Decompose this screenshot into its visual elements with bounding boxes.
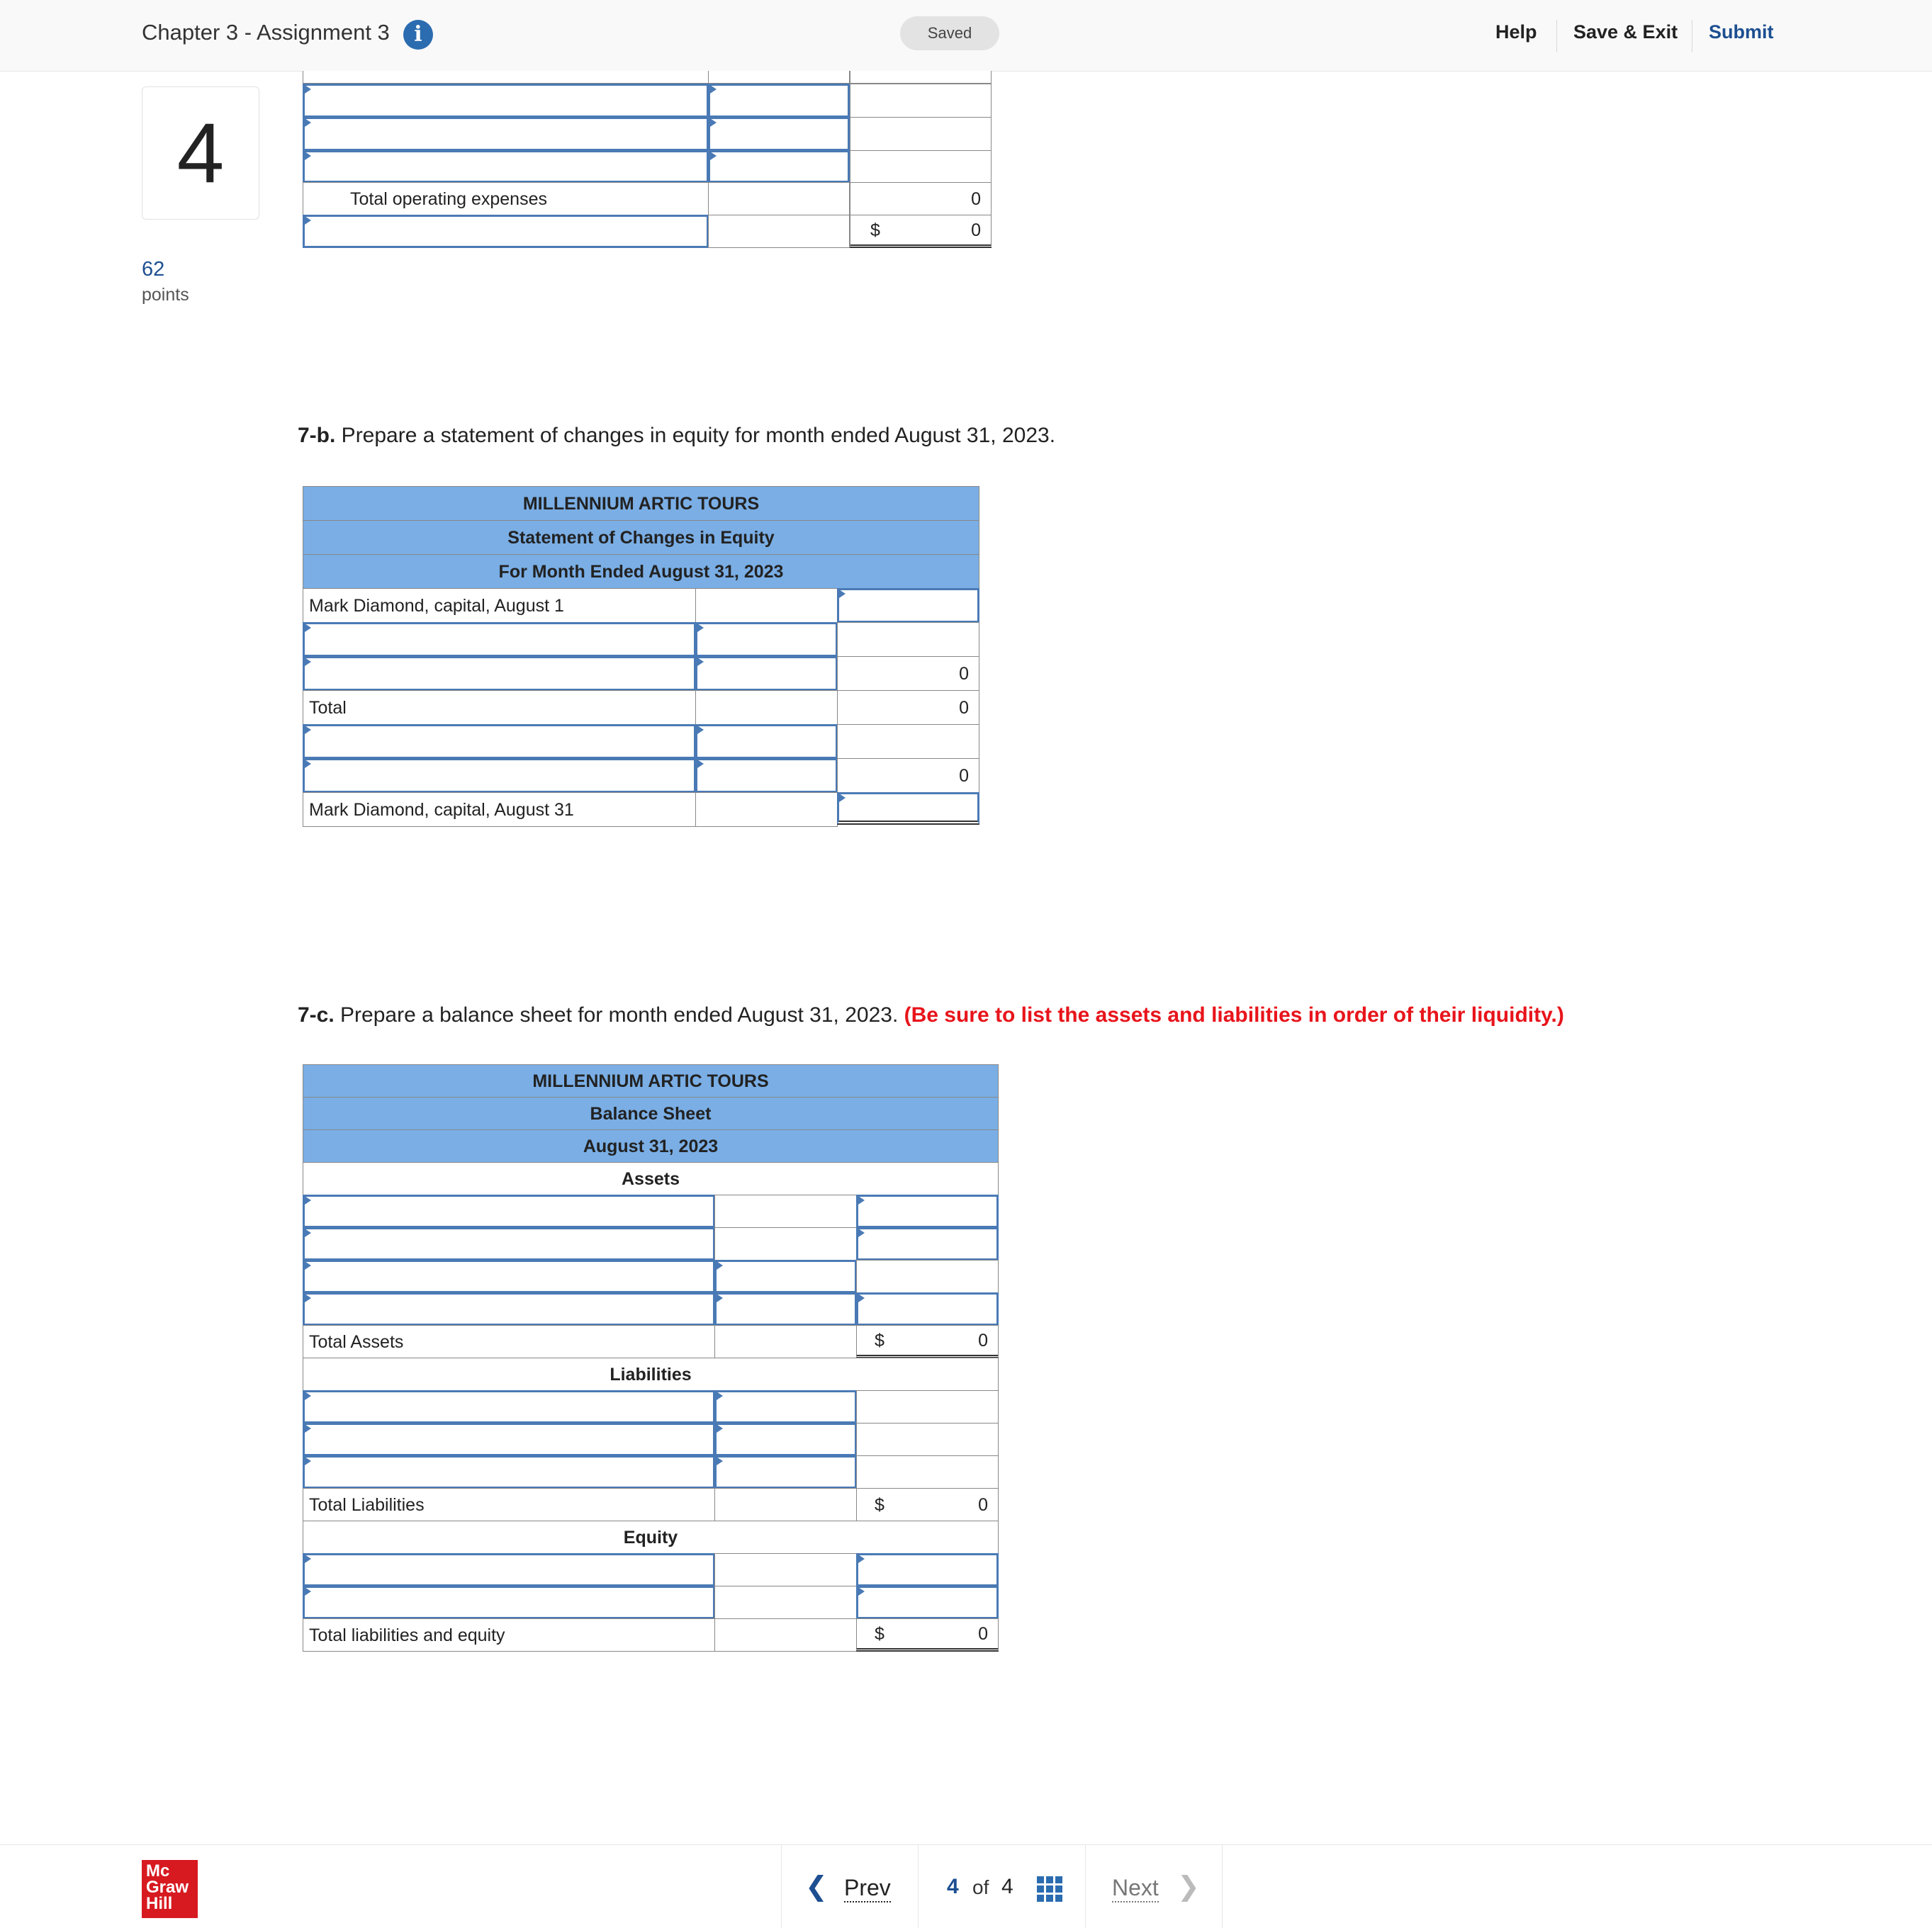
dropdown-flag-icon (856, 1195, 865, 1206)
dropdown-flag-icon (714, 1292, 723, 1304)
asset-name-input[interactable] (303, 1292, 715, 1326)
question-7b-prompt (298, 424, 1055, 448)
divider (1556, 20, 1557, 52)
capital-start-input-wrap (837, 588, 979, 623)
equity-item-name-input[interactable] (303, 622, 696, 657)
dropdown-flag-icon (695, 758, 704, 769)
total-liabilities-value (856, 1488, 999, 1521)
dropdown-flag-icon (714, 1390, 723, 1402)
asset-input-wrap (303, 1195, 715, 1228)
empty-cell (714, 1488, 857, 1521)
next-button[interactable] (1085, 1845, 1223, 1928)
empty-cell (850, 84, 992, 118)
equity-name-input[interactable] (303, 1586, 715, 1619)
mcgraw-hill-logo (142, 1860, 198, 1918)
empty-cell (837, 724, 979, 759)
equity-item-amount-input[interactable] (695, 656, 838, 691)
dropdown-flag-icon (708, 84, 717, 95)
question-7c-text: Prepare a balance sheet for month ended August 31, 2023. (334, 1003, 904, 1027)
question-number-card: 4 (142, 86, 259, 220)
liability-amount-input[interactable] (714, 1423, 857, 1456)
statement-title-header: Statement of Changes in Equity (303, 520, 979, 555)
page-of: of (972, 1876, 989, 1898)
expense-name-input-wrap (303, 117, 709, 151)
liability-input-wrap (303, 1455, 715, 1489)
equity-item-name-input[interactable] (303, 724, 696, 759)
chevron-right-icon: ❯ (1177, 1872, 1200, 1902)
company-name-header: MILLENNIUM ARTIC TOURS (303, 1064, 999, 1098)
page-current: 4 (947, 1875, 959, 1898)
dropdown-flag-icon (695, 622, 704, 633)
total-liabilities-label: Total Liabilities (303, 1488, 715, 1521)
dollar-sign: $ (875, 1331, 884, 1351)
expense-amount-input[interactable] (708, 84, 850, 118)
empty-cell (714, 1325, 857, 1358)
dropdown-flag-icon (303, 622, 311, 633)
equity-item-input-wrap (303, 724, 696, 759)
equity-item-name-input[interactable] (303, 758, 696, 793)
equity-item-input-wrap (303, 758, 696, 793)
dropdown-flag-icon (303, 1260, 311, 1271)
dropdown-flag-icon (303, 150, 311, 162)
equity-item-amount-input[interactable] (695, 724, 838, 759)
net-result-input-wrap (303, 215, 709, 248)
points-value: 62 (142, 258, 165, 281)
capital-start-label: Mark Diamond, capital, August 1 (303, 588, 696, 623)
dropdown-flag-icon (303, 758, 311, 769)
question-7c-label: 7-c. (298, 1003, 335, 1027)
total-assets-amount: 0 (978, 1331, 988, 1351)
equity-item-name-input[interactable] (303, 656, 696, 691)
empty-cell (695, 588, 838, 623)
question-7c-prompt (298, 1003, 1564, 1027)
save-exit-button[interactable]: Save & Exit (1573, 21, 1678, 43)
page-total: 4 (1001, 1875, 1013, 1898)
liability-amount-wrap (714, 1423, 857, 1456)
asset-amount-input[interactable] (856, 1195, 999, 1228)
empty-cell (856, 1390, 999, 1424)
next-label: Next (1112, 1875, 1159, 1902)
net-result-amount: 0 (971, 220, 981, 240)
expense-amount-input-wrap (708, 150, 850, 183)
liability-amount-wrap (714, 1455, 857, 1489)
dropdown-flag-icon (695, 656, 704, 667)
empty-cell (850, 150, 992, 183)
total-label: Total (303, 690, 696, 725)
equity-amount-input-wrap (695, 724, 838, 759)
empty-cell (856, 1455, 999, 1489)
help-button[interactable]: Help (1495, 21, 1537, 43)
dropdown-flag-icon (856, 1292, 865, 1304)
liability-amount-input[interactable] (714, 1455, 857, 1489)
date-header: August 31, 2023 (303, 1129, 999, 1163)
liability-amount-wrap (714, 1390, 857, 1424)
equity-amount-input-wrap (695, 656, 838, 691)
expense-name-input[interactable] (303, 117, 709, 151)
asset-mid-amount-wrap (714, 1292, 857, 1326)
expense-name-input-wrap (303, 150, 709, 183)
dropdown-flag-icon (303, 656, 311, 667)
points-label: points (142, 285, 189, 305)
expense-name-input-wrap (303, 84, 709, 118)
asset-name-input[interactable] (303, 1227, 715, 1261)
empty-cell (708, 215, 850, 248)
expense-name-input[interactable] (303, 84, 709, 118)
assets-section-header: Assets (303, 1162, 999, 1195)
equity-input-wrap (303, 1553, 715, 1586)
empty-cell (714, 1195, 857, 1228)
dropdown-flag-icon (856, 1553, 865, 1565)
dropdown-flag-icon (714, 1260, 723, 1271)
capital-end-label: Mark Diamond, capital, August 31 (303, 792, 696, 827)
liability-input-wrap (303, 1423, 715, 1456)
total-liabilities-equity-label: Total liabilities and equity (303, 1618, 715, 1652)
total-operating-expenses-label: Total operating expenses (303, 182, 709, 215)
capital-end-input[interactable] (837, 792, 979, 825)
dropdown-flag-icon (303, 215, 311, 226)
net-result-value (850, 215, 992, 248)
dollar-sign: $ (875, 1495, 884, 1515)
equity-name-input[interactable] (303, 1553, 715, 1586)
empty-cell (695, 792, 838, 827)
asset-input-wrap (303, 1260, 715, 1293)
withdrawals-subtotal-value: 0 (837, 758, 979, 793)
capital-end-input-wrap (837, 792, 979, 825)
dropdown-flag-icon (303, 1390, 311, 1402)
total-liabilities-equity-amount: 0 (978, 1624, 988, 1644)
liability-name-input[interactable] (303, 1455, 715, 1489)
table-row (303, 71, 709, 84)
dropdown-flag-icon (303, 1195, 311, 1206)
asset-amount-wrap (856, 1292, 999, 1326)
liabilities-section-header: Liabilities (303, 1358, 999, 1391)
asset-amount-wrap (856, 1227, 999, 1261)
equity-item-amount-input[interactable] (695, 758, 838, 793)
chevron-left-icon: ❮ (805, 1872, 828, 1902)
asset-amount-input[interactable] (856, 1292, 999, 1326)
dropdown-flag-icon (714, 1455, 723, 1467)
table-row (708, 71, 850, 84)
empty-cell (856, 1423, 999, 1456)
expense-amount-input-wrap (708, 84, 850, 118)
equity-amount-input[interactable] (856, 1586, 999, 1619)
equity-item-input-wrap (303, 622, 696, 657)
liability-name-input[interactable] (303, 1423, 715, 1456)
total-operating-expenses-value: 0 (850, 182, 992, 215)
statement-title-header: Balance Sheet (303, 1097, 999, 1130)
equity-input-wrap (303, 1586, 715, 1619)
dropdown-flag-icon (303, 1292, 311, 1304)
dropdown-flag-icon (714, 1423, 723, 1434)
empty-cell (714, 1586, 857, 1619)
subtotal-value: 0 (837, 656, 979, 691)
expense-amount-input[interactable] (708, 117, 850, 151)
assignment-title: Chapter 3 - Assignment 3 (142, 20, 390, 45)
equity-item-amount-input[interactable] (695, 622, 838, 657)
liability-input-wrap (303, 1390, 715, 1424)
empty-cell (837, 622, 979, 657)
dropdown-flag-icon (837, 792, 846, 804)
expense-amount-input-wrap (708, 117, 850, 151)
empty-cell (714, 1618, 857, 1652)
prev-label: Prev (844, 1875, 891, 1902)
total-assets-value (856, 1325, 999, 1358)
company-name-header: MILLENNIUM ARTIC TOURS (303, 486, 979, 521)
grid-menu-icon[interactable] (1037, 1876, 1062, 1902)
empty-cell (708, 182, 850, 215)
dropdown-flag-icon (303, 1227, 311, 1239)
dropdown-flag-icon (837, 588, 846, 599)
question-7b-label: 7-b. (298, 424, 336, 447)
logo-line: Graw (146, 1878, 189, 1897)
empty-cell (856, 1260, 999, 1293)
dropdown-flag-icon (856, 1586, 865, 1597)
top-bar (0, 0, 1932, 72)
liquidity-warning: (Be sure to list the assets and liabilities in order of their liquidity.) (904, 1003, 1564, 1027)
expense-name-input[interactable] (303, 150, 709, 183)
asset-name-input[interactable] (303, 1260, 715, 1293)
submit-button[interactable]: Submit (1709, 21, 1774, 43)
question-7b-text: Prepare a statement of changes in equity for month ended August 31, 2023. (335, 424, 1056, 447)
dropdown-flag-icon (303, 1423, 311, 1434)
expense-amount-input[interactable] (708, 150, 850, 183)
equity-amount-wrap (856, 1586, 999, 1619)
empty-cell (714, 1227, 857, 1261)
equity-amount-input-wrap (695, 622, 838, 657)
asset-mid-amount-wrap (714, 1260, 857, 1293)
page-navigator[interactable] (918, 1845, 1086, 1928)
liability-name-input[interactable] (303, 1390, 715, 1424)
asset-amount-input[interactable] (856, 1227, 999, 1261)
liability-amount-input[interactable] (714, 1390, 857, 1424)
dollar-sign: $ (870, 220, 880, 240)
equity-item-input-wrap (303, 656, 696, 691)
asset-input-wrap (303, 1227, 715, 1261)
equity-section-header: Equity (303, 1521, 999, 1554)
equity-amount-input-wrap (695, 758, 838, 793)
dropdown-flag-icon (303, 117, 311, 128)
asset-mid-amount-input[interactable] (714, 1260, 857, 1293)
logo-line: Hill (146, 1894, 173, 1913)
empty-cell (695, 690, 838, 725)
bottom-bar (0, 1844, 1932, 1928)
asset-name-input[interactable] (303, 1195, 715, 1228)
dropdown-flag-icon (303, 1455, 311, 1467)
total-liabilities-equity-value (856, 1618, 999, 1652)
equity-amount-wrap (856, 1553, 999, 1586)
asset-amount-wrap (856, 1195, 999, 1228)
prev-button[interactable] (781, 1845, 919, 1928)
dropdown-flag-icon (303, 1553, 311, 1565)
dropdown-flag-icon (856, 1227, 865, 1239)
equity-amount-input[interactable] (856, 1553, 999, 1586)
capital-start-input[interactable] (837, 588, 979, 623)
dropdown-flag-icon (303, 1586, 311, 1597)
asset-input-wrap (303, 1292, 715, 1326)
dropdown-flag-icon (708, 117, 717, 128)
asset-mid-amount-input[interactable] (714, 1292, 857, 1326)
period-header: For Month Ended August 31, 2023 (303, 554, 979, 589)
info-icon[interactable]: i (403, 20, 433, 50)
logo-line: Mc (146, 1861, 170, 1881)
net-result-label-input[interactable] (303, 215, 709, 248)
dollar-sign: $ (875, 1624, 884, 1644)
table-row (850, 71, 992, 84)
empty-cell (714, 1553, 857, 1586)
total-value: 0 (837, 690, 979, 725)
dropdown-flag-icon (303, 84, 311, 95)
dropdown-flag-icon (708, 150, 717, 162)
total-assets-label: Total Assets (303, 1325, 715, 1358)
total-liabilities-amount: 0 (978, 1495, 988, 1515)
empty-cell (850, 117, 992, 151)
dropdown-flag-icon (695, 724, 704, 735)
dropdown-flag-icon (303, 724, 311, 735)
saved-status-badge: Saved (900, 16, 999, 50)
